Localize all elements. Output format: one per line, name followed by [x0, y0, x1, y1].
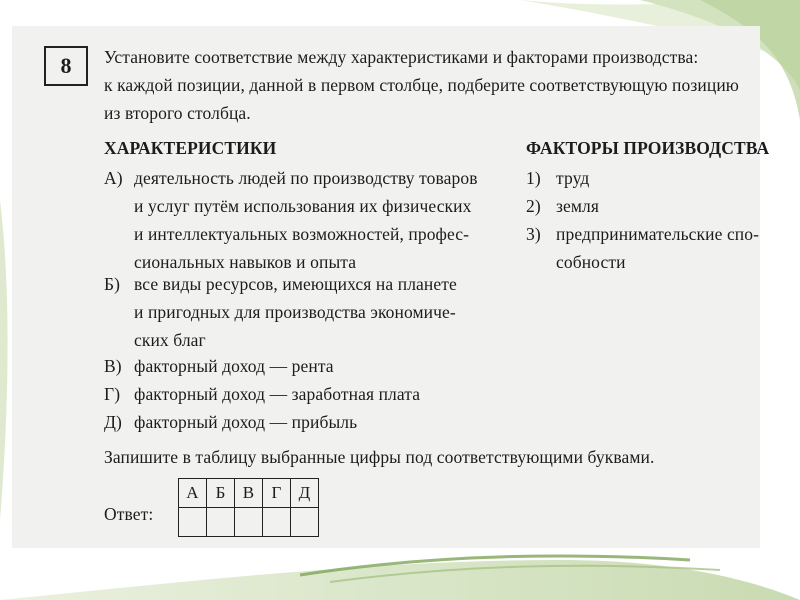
factor-item-2: [526, 192, 599, 220]
task-number-box: [44, 46, 88, 86]
characteristic-item-v: [104, 352, 334, 380]
answer-cell-g[interactable]: [263, 508, 291, 537]
item-key: Б): [104, 274, 121, 294]
scanned-exam-page: [12, 26, 770, 548]
item-text: собности: [556, 252, 626, 272]
item-text: и пригодных для производства экономиче-: [134, 302, 456, 322]
item-key: 1): [526, 168, 541, 188]
item-text: предпринимательские спо-: [556, 224, 760, 244]
item-text: ских благ: [134, 330, 206, 350]
task-line: Установите соответствие между характеристиками и факторами производства:: [104, 47, 699, 67]
item-text: факторный доход — рента: [134, 356, 334, 376]
item-text: труд: [556, 168, 590, 188]
answer-label: Ответ:: [104, 504, 154, 524]
factors-header: ФАКТОРЫ ПРОИЗВОДСТВА: [526, 138, 770, 158]
item-text: деятельность людей по производству товаров: [134, 168, 478, 188]
item-text: земля: [556, 196, 600, 216]
item-key: Г): [104, 384, 121, 404]
answer-cell-v[interactable]: [235, 508, 263, 537]
item-text: все виды ресурсов, имеющихся на планете: [134, 274, 457, 294]
item-key: Д): [104, 412, 122, 432]
answer-header-a: А: [179, 479, 207, 508]
item-text: факторный доход — заработная плата: [134, 384, 421, 404]
answer-header-g: Г: [263, 479, 291, 508]
task-statement: [104, 44, 754, 128]
answer-cell-d[interactable]: [291, 508, 319, 537]
task-line: к каждой позиции, данной в первом столбце, подберите соответствующую позицию: [104, 75, 739, 95]
factor-item-3: [526, 220, 759, 276]
item-key: 3): [526, 224, 541, 244]
answer-cell-b[interactable]: [207, 508, 235, 537]
characteristic-item-a: [104, 164, 478, 276]
item-key: 2): [526, 196, 541, 216]
item-text: факторный доход — прибыль: [134, 412, 358, 432]
task-number: 8: [60, 53, 72, 78]
answer-table: [178, 478, 319, 537]
answer-header-b: Б: [207, 479, 235, 508]
task-line: из второго столбца.: [104, 103, 251, 123]
item-text: и интеллектуальных возможностей, профес-: [134, 224, 470, 244]
answer-header-row: [179, 479, 319, 508]
answer-header-d: Д: [291, 479, 319, 508]
characteristic-item-g: [104, 380, 420, 408]
item-key: В): [104, 356, 122, 376]
answer-input-row: [179, 508, 319, 537]
answer-instruction: Запишите в таблицу выбранные цифры под соответствующими буквами.: [104, 447, 655, 467]
answer-header-v: В: [235, 479, 263, 508]
item-text: сиональных навыков и опыта: [134, 252, 357, 272]
item-text: и услуг путём использования их физических: [134, 196, 472, 216]
answer-cell-a[interactable]: [179, 508, 207, 537]
characteristic-item-b: [104, 270, 457, 354]
factor-item-1: [526, 164, 589, 192]
item-key: А): [104, 168, 123, 188]
characteristic-item-d: [104, 408, 357, 436]
characteristics-header: ХАРАКТЕРИСТИКИ: [104, 138, 277, 158]
